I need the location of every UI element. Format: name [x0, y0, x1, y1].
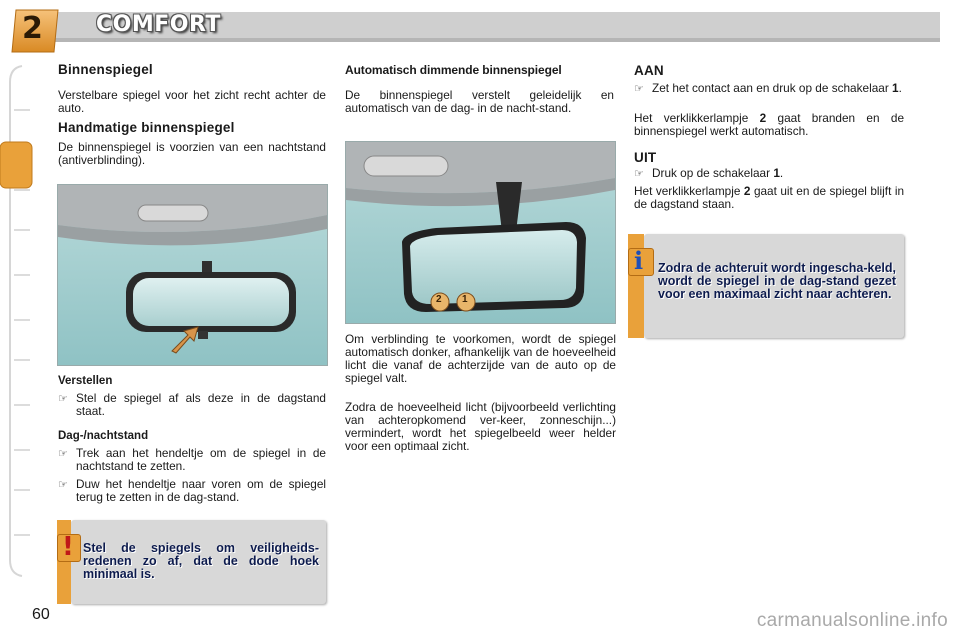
figure-label-1: 1: [462, 294, 468, 305]
hand-pointer-icon: ☞: [634, 168, 644, 180]
handmatig-text: De binnenspiegel is voorzien van een nachtstand (antiverblinding).: [58, 140, 326, 167]
watermark: carmanualsonline.info: [756, 610, 948, 631]
auto-paragraph-2: Zodra de hoeveelheid licht (bijvoorbeeld verlichting van achteropkomend ver-keer, zonneschijn...) vermindert, wordt het spiegelbeeld weer helder voor een optimaal zicht.: [345, 400, 616, 453]
list-item: [58, 447, 326, 473]
switch-number: 1: [892, 81, 899, 95]
on-title: AAN: [634, 63, 664, 78]
list-item: [58, 478, 326, 504]
hand-pointer-icon: ☞: [58, 393, 68, 405]
off-text: Het verklikkerlampje 2 gaat uit en de spiegel blijft in de dagstand staan.: [634, 184, 905, 211]
auto-dimming-mirror-figure: [345, 141, 616, 324]
list-item: [634, 167, 904, 180]
daynight-bullet-1: Trek aan het hendeltje om de spiegel in de nachtstand te zetten.: [76, 446, 326, 473]
subsection-title-handmatig: Handmatige binnenspiegel: [58, 120, 235, 135]
adjust-title: Verstellen: [58, 375, 113, 387]
hand-pointer-icon: ☞: [58, 448, 68, 460]
intro-text: Verstelbare spiegel voor het zicht recht achter de auto.: [58, 88, 326, 115]
info-text: Zodra de achteruit wordt ingescha-keld, wordt de spiegel in de dag-stand gezet voor een maximaal zicht naar achteren.: [658, 261, 896, 301]
info-icon: i: [634, 246, 644, 275]
exclamation-icon: !: [62, 532, 74, 562]
warning-box: [57, 520, 326, 604]
lamp-number: 2: [759, 111, 767, 125]
chapter-tabs: [0, 60, 34, 580]
lamp-number: 2: [743, 184, 751, 198]
list-item: [634, 82, 904, 95]
on-text: Het verklikkerlampje 2 gaat branden en de binnenspiegel werkt automatisch.: [634, 111, 905, 138]
chapter-number: 2: [22, 11, 43, 46]
daynight-title: Dag-/nachtstand: [58, 430, 149, 442]
on-bullet-text: Zet het contact aan en druk op de schakelaar 1.: [652, 81, 902, 95]
page-number: 60: [32, 606, 50, 623]
daynight-bullet-2: Duw het hendeltje naar voren om de spiegel terug te zetten in de dag-stand.: [76, 477, 326, 504]
section-title-automatisch: Automatisch dimmende binnenspiegel: [345, 63, 562, 77]
hand-pointer-icon: ☞: [634, 83, 644, 95]
list-item: [58, 392, 326, 418]
off-title: UIT: [634, 150, 657, 165]
info-box: [628, 234, 904, 338]
manual-mirror-figure: [57, 184, 328, 366]
auto-intro: De binnenspiegel verstelt geleidelijk en automatisch van de dag- in de nacht-stand.: [345, 88, 614, 115]
page-title: COMFORT: [96, 12, 221, 37]
hand-pointer-icon: ☞: [58, 479, 68, 491]
auto-paragraph-1: Om verblinding te voorkomen, wordt de spiegel automatisch donker, afhankelijk van de hoeveelheid licht die vanaf de achterzijde van de auto op de spiegel valt.: [345, 332, 616, 385]
section-title-binnenspiegel: Binnenspiegel: [58, 62, 153, 77]
figure-label-2: 2: [436, 294, 442, 305]
on-bullet-pre: Zet het contact aan en druk op de schakelaar: [652, 81, 889, 95]
off-bullet-text: Druk op de schakelaar 1.: [652, 166, 784, 180]
warning-text: Stel de spiegels om veiligheids-redenen zo af, dat de dode hoek minimaal is.: [83, 541, 319, 581]
switch-number: 1: [773, 166, 780, 180]
adjust-bullet-text: Stel de spiegel af als deze in de dagstand staat.: [76, 391, 326, 418]
